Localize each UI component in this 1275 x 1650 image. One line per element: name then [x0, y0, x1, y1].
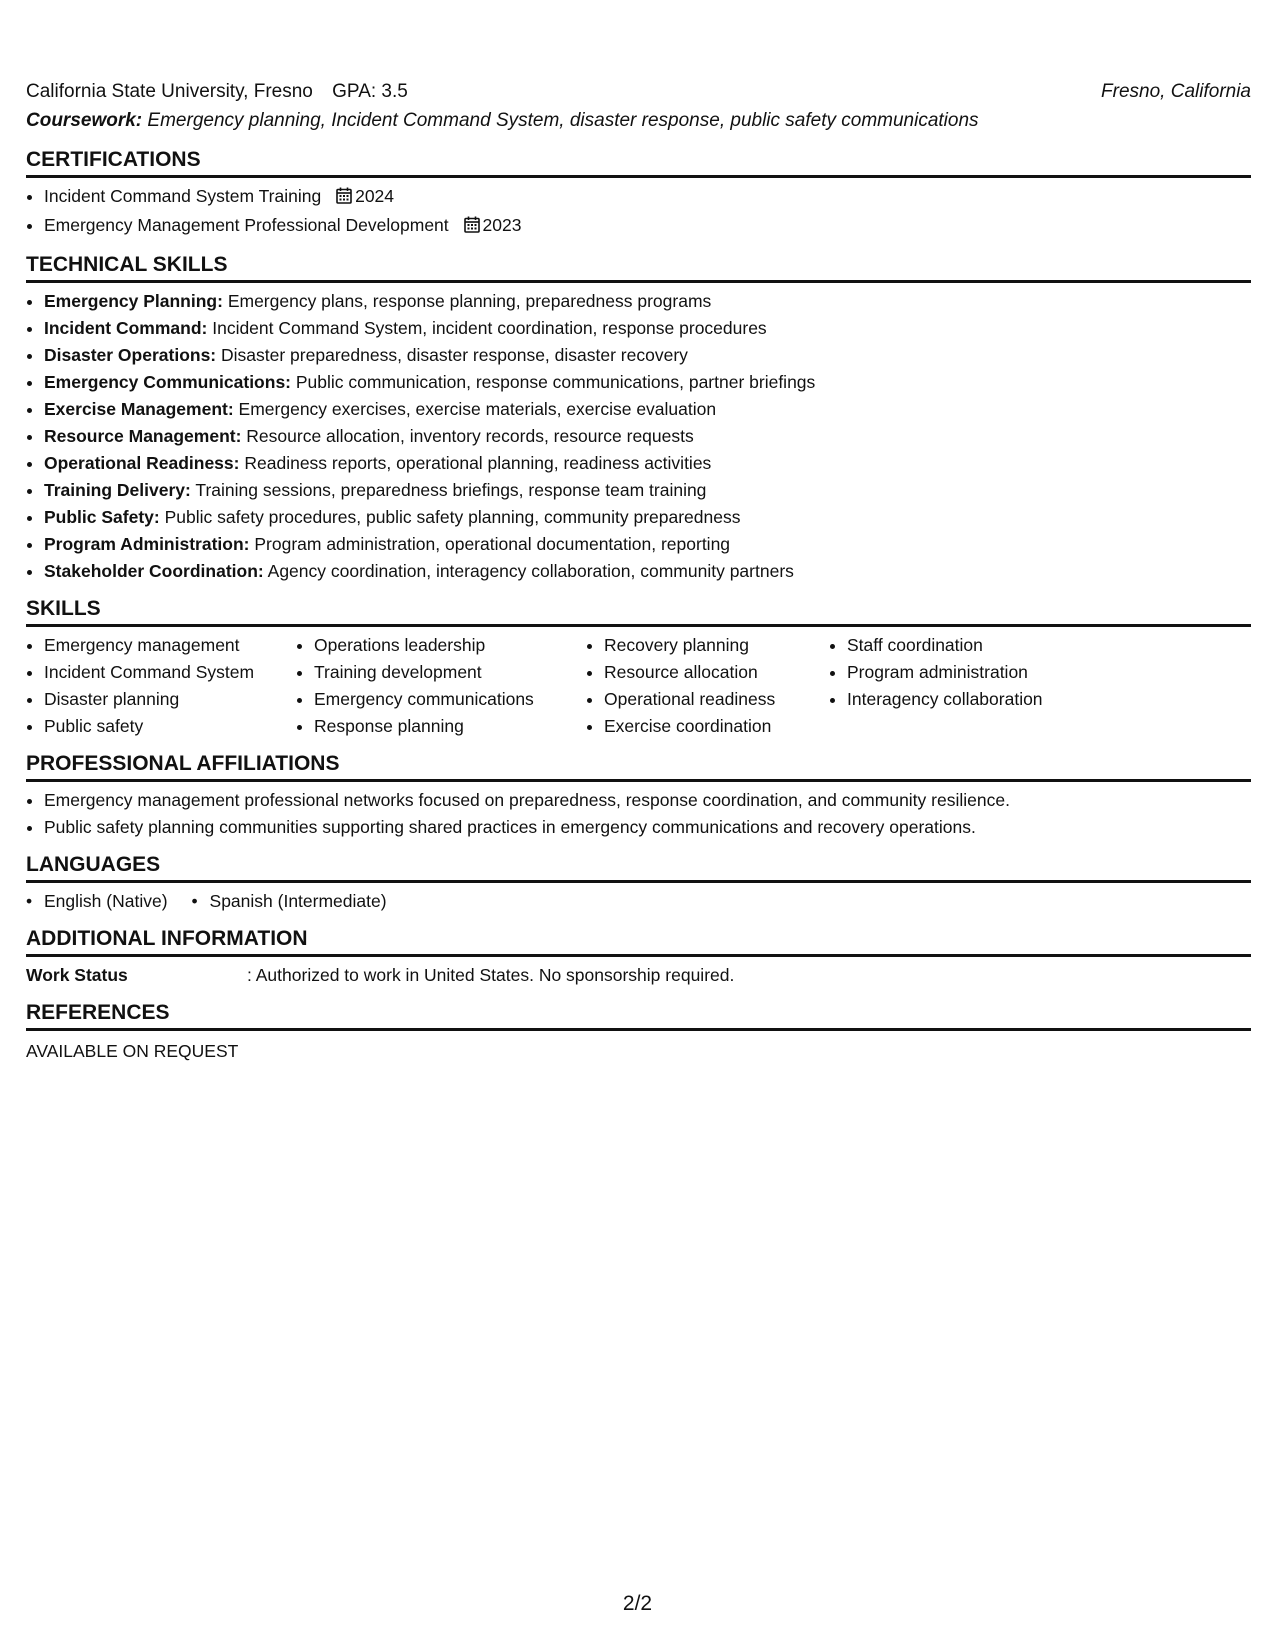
skill-label: Training Delivery: [44, 480, 191, 500]
list-item: • English (Native) [26, 888, 168, 915]
calendar-icon [464, 214, 480, 241]
work-status-label: Work Status [26, 965, 128, 985]
list-item [44, 450, 1251, 477]
list-item [44, 315, 1251, 342]
list-item [44, 558, 1251, 585]
affiliations-list [26, 787, 1251, 841]
certifications-list [26, 183, 1251, 241]
skills-column [586, 632, 829, 740]
list-item: • Operational readiness [604, 686, 829, 713]
list-item: • Incident Command System [44, 659, 296, 686]
list-item [44, 342, 1251, 369]
list-item: • Public safety planning communities supporting shared practices in emergency communications and recovery operations. [44, 814, 1251, 841]
coursework [26, 106, 1251, 136]
list-item [44, 396, 1251, 423]
additional-info-section [26, 926, 1251, 989]
references-section [26, 1000, 1251, 1066]
skill-text: Public safety procedures, public safety planning, community preparedness [164, 507, 741, 527]
resume-page [26, 78, 1251, 1066]
list-item [44, 423, 1251, 450]
education-left [26, 78, 408, 106]
list-item [44, 183, 1251, 212]
skill-text: Program administration, operational documentation, reporting [254, 534, 731, 554]
skill-label: Disaster Operations: [44, 345, 217, 365]
coursework-text: Emergency planning, Incident Command System, disaster response, public safety communications [147, 110, 979, 131]
section-title-technical-skills: TECHNICAL SKILLS [26, 252, 1251, 283]
list-item: • Interagency collaboration [847, 686, 1127, 713]
gpa: GPA: 3.5 [332, 81, 408, 102]
list-item: • Emergency communications [314, 686, 586, 713]
skill-label: Emergency Planning: [44, 291, 223, 311]
list-item: • Spanish (Intermediate) [192, 888, 387, 915]
list-item: • Emergency management [44, 632, 296, 659]
skill-label: Stakeholder Coordination: [44, 561, 264, 581]
section-title-references: REFERENCES [26, 1000, 1251, 1031]
education-row [26, 78, 1251, 106]
skill-label: Exercise Management: [44, 399, 234, 419]
work-status-row [26, 962, 1251, 989]
references-text: AVAILABLE ON REQUEST [26, 1041, 239, 1061]
list-item: • Operations leadership [314, 632, 586, 659]
skills-section [26, 596, 1251, 740]
certification-name: Incident Command System Training [44, 186, 322, 206]
section-title-skills: SKILLS [26, 596, 1251, 627]
list-item: • Disaster planning [44, 686, 296, 713]
skills-column [26, 632, 296, 740]
section-title-affiliations: PROFESSIONAL AFFILIATIONS [26, 751, 1251, 782]
skill-label: Emergency Communications: [44, 372, 291, 392]
skill-label: Program Administration: [44, 534, 250, 554]
skill-label: Operational Readiness: [44, 453, 240, 473]
section-title-languages: LANGUAGES [26, 852, 1251, 883]
skill-text: Emergency plans, response planning, preparedness programs [227, 291, 712, 311]
technical-skills-list [26, 288, 1251, 585]
skill-text: Incident Command System, incident coordination, response procedures [212, 318, 767, 338]
list-item: • Training development [314, 659, 586, 686]
work-status-value: : Authorized to work in United States. No sponsorship required. [247, 965, 735, 985]
list-item [44, 288, 1251, 315]
skill-label: Incident Command: [44, 318, 208, 338]
section-title-certifications: CERTIFICATIONS [26, 147, 1251, 178]
list-item: • Exercise coordination [604, 713, 829, 740]
list-item: • Resource allocation [604, 659, 829, 686]
list-item: • Staff coordination [847, 632, 1127, 659]
skill-text: Readiness reports, operational planning, readiness activities [244, 453, 712, 473]
certification-year: 2024 [355, 186, 395, 206]
list-item [44, 504, 1251, 531]
skills-column [829, 632, 1127, 740]
skill-text: Public communication, response communications, partner briefings [295, 372, 816, 392]
skill-text: Disaster preparedness, disaster response, disaster recovery [221, 345, 688, 365]
list-item: • Recovery planning [604, 632, 829, 659]
skills-column [296, 632, 586, 740]
list-item: • Emergency management professional networks focused on preparedness, response coordination, and community resilience. [44, 787, 1251, 814]
certifications-section [26, 147, 1251, 241]
list-item: • Public safety [44, 713, 296, 740]
skill-text: Emergency exercises, exercise materials, exercise evaluation [238, 399, 717, 419]
skill-text: Agency coordination, interagency collaboration, community partners [267, 561, 794, 581]
languages-list [26, 888, 1251, 915]
certification-year: 2023 [482, 215, 522, 235]
list-item [44, 477, 1251, 504]
school-name: California State University, Fresno [26, 81, 313, 102]
list-item [44, 531, 1251, 558]
calendar-icon [336, 185, 352, 212]
skill-label: Resource Management: [44, 426, 242, 446]
section-title-additional-info: ADDITIONAL INFORMATION [26, 926, 1251, 957]
certification-name: Emergency Management Professional Development [44, 215, 449, 235]
list-item: • Program administration [847, 659, 1127, 686]
skills-grid [26, 632, 1251, 740]
languages-section [26, 852, 1251, 915]
skill-text: Resource allocation, inventory records, resource requests [246, 426, 694, 446]
list-item [44, 212, 1251, 241]
affiliations-section [26, 751, 1251, 841]
skill-text: Training sessions, preparedness briefings, response team training [195, 480, 707, 500]
page-number: 2/2 [622, 1592, 653, 1615]
education-location: Fresno, California [1101, 81, 1251, 102]
list-item [44, 369, 1251, 396]
list-item: • Response planning [314, 713, 586, 740]
skill-label: Public Safety: [44, 507, 160, 527]
coursework-label: Coursework: [26, 110, 143, 131]
technical-skills-section [26, 252, 1251, 585]
